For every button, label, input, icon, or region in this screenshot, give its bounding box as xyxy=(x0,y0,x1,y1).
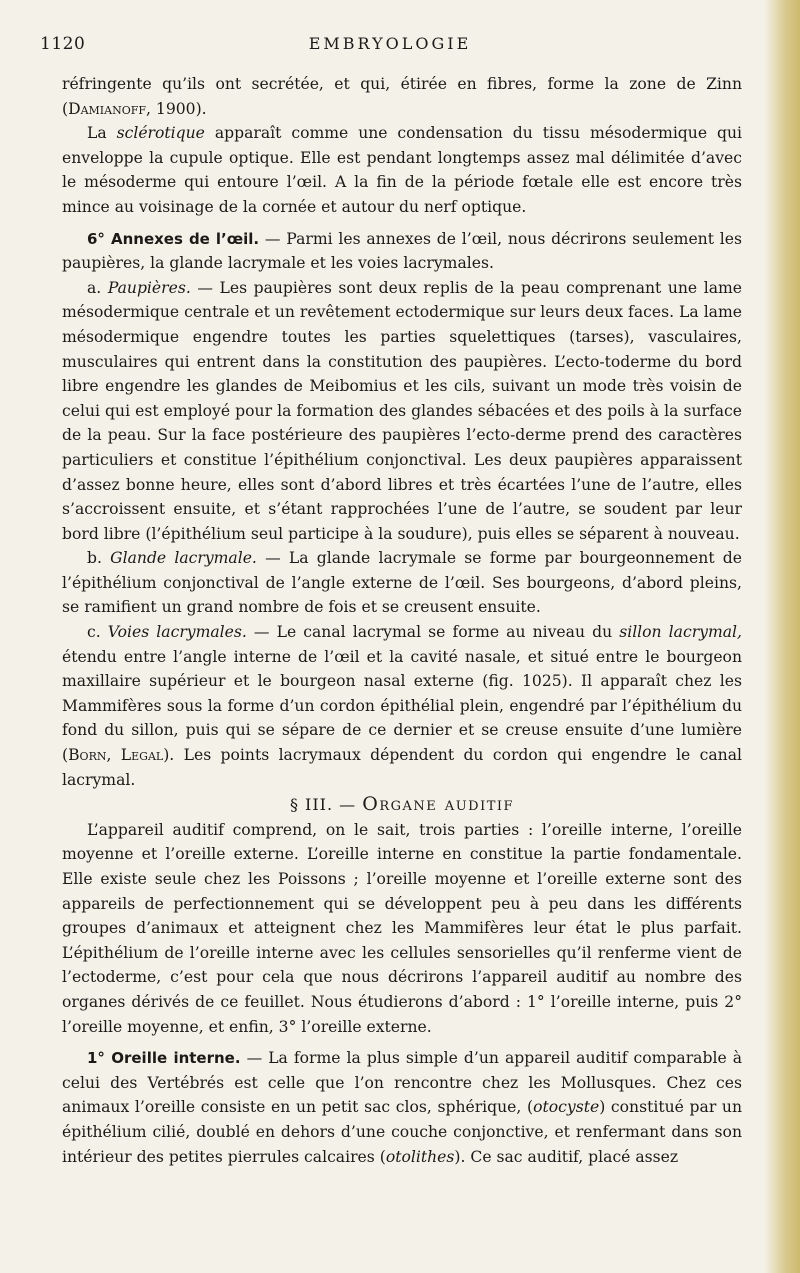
term-paupieres: Paupières. xyxy=(107,278,191,297)
paragraph-oreille-interne: 1° Oreille interne. — La forme la plus simple d’un appareil auditif comparable à celui des Vertébrés est celle que l’on rencontre chez les Mollusques. Chez ces animaux l’oreille consiste en un petit sac clos, sphérique, (otocyste) constitué par un épithélium cilié, doublé en dehors d’une couche conjonctive, et renfermant dans son intérieur des petites pierrules calcaires (otolithes). Ce sac auditif, placé assez xyxy=(62,1049,743,1166)
page-number: 1120 xyxy=(40,34,86,54)
term-sillon-lacrymal: sillon lacrymal, xyxy=(619,623,742,642)
paragraph-sclerotique: La sclérotique apparaît comme une condensation du tissu mésodermique qui enveloppe la cupule optique. Elle est pendant longtemps assez mal délimitée d’avec le mésoderme qui entoure l’œil. A la fin de la période fœtale elle est encore très mince au voisinage de la cornée et autour du nerf optique. xyxy=(62,124,743,216)
page-edge-shading xyxy=(764,0,800,1273)
term-otocyste: otocyste xyxy=(533,1098,600,1117)
subsection-heading: 6° Annexes de l’œil. xyxy=(87,229,260,248)
page-body xyxy=(62,72,742,1169)
paragraph-zinn: réfringente qu’ils ont secrétée, et qui, étirée en fibres, forme la zone de Zinn (Damianoff, 1900). xyxy=(62,75,742,118)
paragraph-paupieres: a. Paupières. — Les paupières sont deux replis de la peau comprenant une lame mésodermique centrale et un revêtement ectodermique sur leurs deux faces. La lame mésodermique engendre toutes les parties squelettiques (tarses), vasculaires, musculaires qui entrent dans la constitution des paupières. L’ecto-toderme du bord libre engendre les glandes de Meibomius et les cils, suivant un mode très voisin de celui qui est employé pour la formation des glandes sébacées et des poils à la surface de la peau. Sur la face postérieure des paupières l’ecto-derme prend des caractères particuliers et constitue l’épithélium conjonctival. Les deux paupières apparaissent d’assez bonne heure, elles sont d’abord libres et très écartées l’une de l’autre, elles s’accroissent ensuite, et s’étant rapprochées l’une de l’autre, se soudent par leur bord libre (l’épithélium seul participe à la soudure), puis elles se séparent à nouveau. xyxy=(62,278,743,543)
paragraph-voies-lacrymales: c. Voies lacrymales. — Le canal lacrymal se forme au niveau du sillon lacrymal, étendu entre l’angle interne de l’œil et la cavité nasale, et situé entre le bourgeon maxillaire supérieur et le bourgeon nasal externe (fig. 1025). Il apparaît chez les Mammifères sous la forme d’un cordon épithélial plein, engendré par l’épithélium du fond du sillon, puis qui se sépare de ce dernier et se creuse ensuite d’une lumière (Born, Legal). Les points lacrymaux dépendent du cordon qui engendre le canal lacrymal. xyxy=(62,623,742,789)
term-otolithes: otolithes xyxy=(385,1147,455,1166)
page-header xyxy=(40,34,740,58)
section-heading: § III. — Organe auditif xyxy=(289,793,515,816)
paragraph-annexes: 6° Annexes de l’œil. — Parmi les annexes de l’œil, nous décrirons seulement les paupières, la glande lacrymale et les voies lacrymales. xyxy=(62,229,742,273)
paragraph-appareil-auditif: L’appareil auditif comprend, on le sait, trois parties : l’oreille interne, l’oreille moyenne et l’oreille externe. L’oreille interne en constitue la partie fondamentale. Elle existe seule chez les Poissons ; l’oreille moyenne et l’oreille externe sont des appareils de perfectionnement qui se développent peu à peu dans les différents groupes d’animaux et atteignent chez les Mammifères leur état le plus parfait. L’épithélium de l’oreille interne avec les cellules sensorielles qu’il renferme vient de l’ectoderme, c’est pour cela que nous décrirons l’appareil auditif au nombre des organes dérivés de ce feuillet. Nous étudierons d’abord : 1° l’oreille interne, puis 2° l’oreille moyenne, et enfin, 3° l’oreille externe. xyxy=(62,820,742,1036)
author-reference: Damianoff xyxy=(68,99,146,118)
paragraph-glande-lacrymale: b. Glande lacrymale. — La glande lacrymale se forme par bourgeonnement de l’épithélium conjonctival de l’angle externe de l’œil. Ses bourgeons, d’abord pleins, se ramifient un grand nombre de fois et se creusent ensuite. xyxy=(62,549,742,617)
subsection-heading: 1° Oreille interne. xyxy=(87,1049,241,1068)
term-sclerotique: sclérotique xyxy=(116,124,205,143)
term-glande-lacrymale: Glande lacrymale. xyxy=(110,549,257,568)
term-voies-lacrymales: Voies lacrymales. xyxy=(107,623,247,642)
section-title: Organe auditif xyxy=(362,793,515,816)
section-number: § III. xyxy=(289,795,334,815)
author-reference: Born, Legal xyxy=(68,746,164,765)
running-title: EMBRYOLOGIE xyxy=(308,34,472,53)
